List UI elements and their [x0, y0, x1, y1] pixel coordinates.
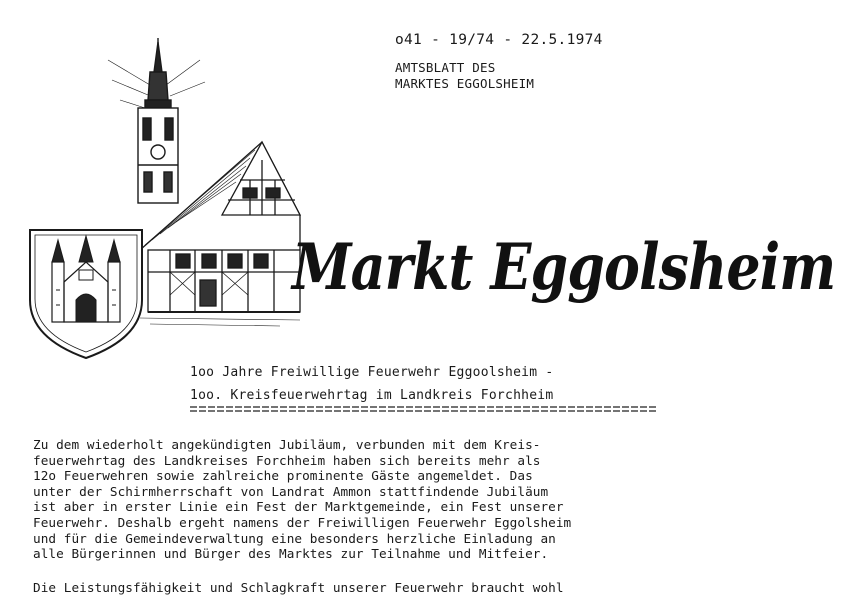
church-tower-drawing: [108, 38, 205, 203]
text-line: Feuerwehr. Deshalb ergeht namens der Freiwilligen Feuerwehr Eggolsheim: [33, 514, 572, 530]
text-line: Die Leistungsfähigkeit und Schlagkraft unserer Feuerwehr braucht wohl: [33, 579, 564, 595]
article-headline: [190, 361, 553, 407]
publication-title: [395, 60, 534, 92]
coat-of-arms-shield: [30, 230, 142, 358]
headline-line: 1oo Jahre Freiwillige Feuerwehr Eggoolsheim -: [190, 365, 554, 380]
issue-number-date: o41 - 19/74 - 22.5.1974: [395, 32, 603, 48]
text-line: 12o Feuerwehren sowie zahlreiche prominente Gäste angemeldet. Das: [33, 468, 533, 484]
masthead-title: Markt Eggolsheim: [292, 230, 836, 305]
paragraph: [33, 580, 571, 596]
text-line: Zu dem wiederholt angekündigten Jubiläum, verbunden mit dem Kreis-: [33, 437, 541, 452]
paragraph: [33, 437, 571, 562]
text-line: alle Bürgerinnen und Bürger des Marktes zur Teilnahme und Mitfeier.: [33, 546, 549, 562]
publication-title-line: AMTSBLATT DES: [395, 60, 496, 75]
text-line: feuerwehrtag des Landkreises Forchheim haben sich bereits mehr als: [33, 452, 541, 468]
text-line: unter der Schirmherrschaft von Landrat Ammon stattfindende Jubiläum: [33, 483, 549, 499]
text-line: ist aber in erster Linie ein Fest der Marktgemeinde, ein Fest unserer: [33, 499, 564, 515]
headline-line: 1oo. Kreisfeuerwehrtag im Landkreis Forchheim: [190, 388, 554, 403]
article-body: [33, 437, 571, 613]
text-line: und für die Gemeindeverwaltung eine besonders herzliche Einladung an: [33, 530, 556, 546]
publication-title-line: MARKTES EGGOLSHEIM: [395, 76, 535, 91]
headline-double-underline: [190, 404, 658, 414]
